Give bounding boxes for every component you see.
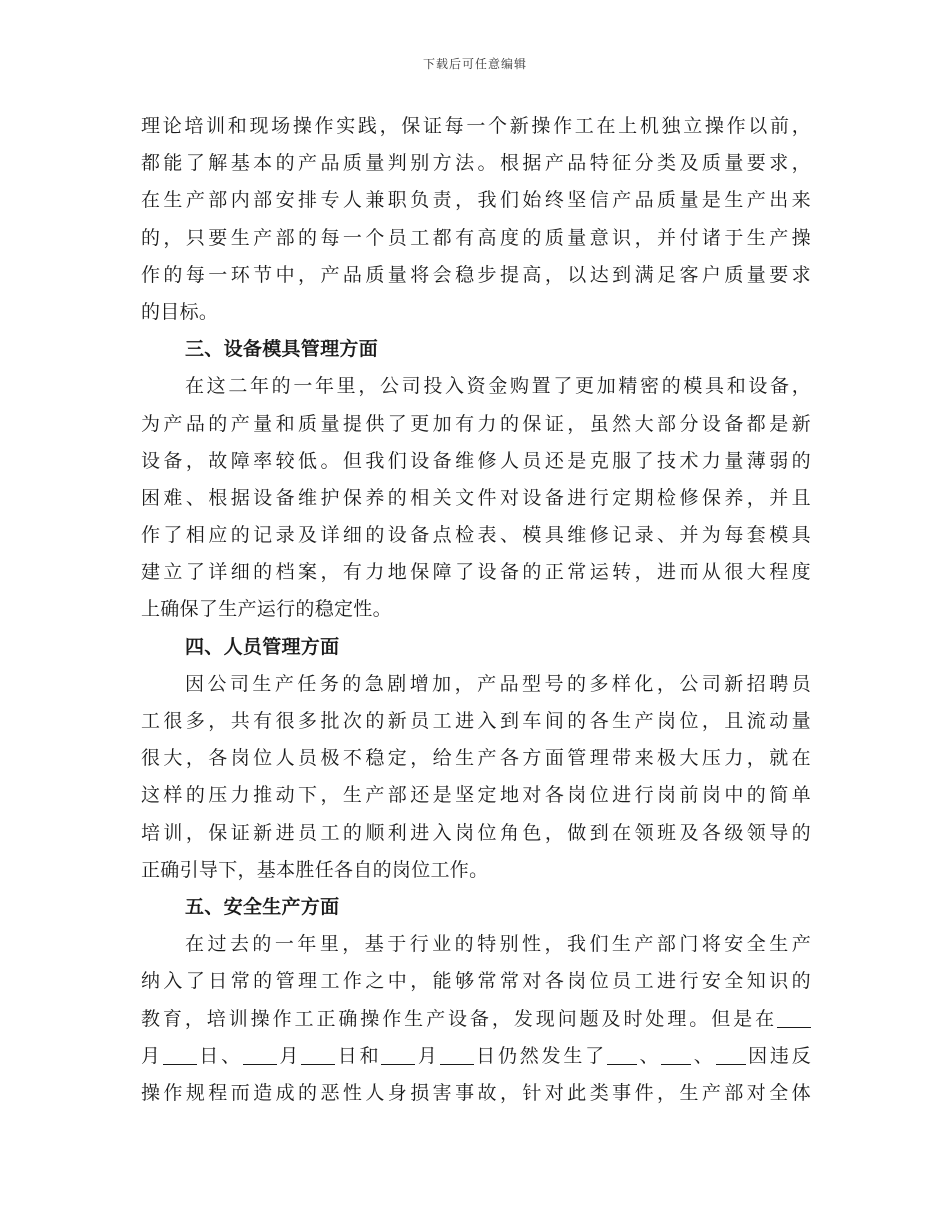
text-line: 因公司生产任务的急剧增加，产品型号的多样化，公司新招聘员 — [185, 672, 811, 695]
month-label: 月 — [141, 1044, 163, 1067]
section-heading: 四、人员管理方面 — [185, 635, 340, 658]
blank-underline — [607, 1042, 637, 1065]
section-heading: 五、安全生产方面 — [185, 895, 340, 918]
text-segment: 教育，培训操作工正确操作生产设备，发现问题及时处理。但是在 — [141, 1007, 777, 1030]
blank-underline — [777, 1005, 811, 1028]
text-line: 工很多，共有很多批次的新员工进入到车间的各生产岗位，且流动量 — [141, 710, 811, 732]
text-line: 纳入了日常的管理工作之中，能够常常对各岗位员工进行安全知识的 — [141, 970, 811, 993]
text-line: 困难、根据设备维护保养的相关文件对设备进行定期检修保养，并且 — [141, 486, 811, 509]
document-body — [141, 108, 811, 1112]
blank-underline — [243, 1042, 277, 1065]
section-equipment — [141, 331, 811, 629]
blank-underline — [301, 1042, 335, 1065]
month-label: 月 — [415, 1044, 440, 1067]
text-line: 培训，保证新进员工的顺利进入岗位角色，做到在领班及各级领导的 — [141, 821, 811, 844]
text-line: 在生产部内部安排专人兼职负责，我们始终坚信产品质量是生产出来 — [141, 189, 811, 212]
text-line: 设备，故障率较低。但我们设备维修人员还是克服了技术力量薄弱的 — [141, 449, 811, 472]
text-line-with-blanks — [141, 1038, 811, 1075]
month-label: 月 — [276, 1044, 302, 1067]
paragraph-quality — [141, 108, 811, 331]
text-line: 在这二年的一年里，公司投入资金购置了更加精密的模具和设备， — [185, 375, 811, 398]
blank-underline — [440, 1042, 474, 1065]
text-line: 作的每一环节中，产品质量将会稳步提高，以达到满足客户质量要求 — [141, 263, 811, 286]
and-label: 和 — [359, 1044, 382, 1067]
section-safety — [141, 889, 811, 1112]
text-line: 建立了详细的档案，有力地保障了设备的正常运转，进而从很大程度 — [141, 561, 811, 584]
text-line — [141, 1001, 811, 1038]
text-line: 理论培训和现场操作实践，保证每一个新操作工在上机独立操作以前， — [141, 115, 811, 137]
text-line: 很大，各岗位人员极不稳定，给生产各方面管理带来极大压力，就在 — [141, 747, 811, 770]
page-header: 下载后可任意编辑 — [422, 57, 527, 71]
blank-underline — [716, 1042, 746, 1065]
text-line: 的，只要生产部的每一个员工都有高度的质量意识，并付诸于生产操 — [141, 226, 811, 249]
text-line: 操作规程而造成的恶性人身损害事故，针对此类事件，生产部对全体 — [141, 1081, 811, 1104]
text-line: 这样的压力推动下，生产部还是坚定地对各岗位进行岗前岗中的简单 — [141, 784, 811, 807]
day-label: 日 — [196, 1044, 222, 1067]
section-heading: 三、设备模具管理方面 — [185, 338, 379, 361]
text-line: 作了相应的记录及详细的设备点检表、模具维修记录、并为每套模具 — [141, 524, 811, 547]
section-personnel — [141, 629, 811, 889]
separator: 、 — [691, 1044, 716, 1067]
separator: 、 — [636, 1044, 662, 1067]
blank-underline — [661, 1042, 691, 1065]
blank-underline — [163, 1042, 197, 1065]
text-line: 都能了解基本的产品质量判别方法。根据产品特征分类及质量要求， — [141, 152, 811, 175]
text-line: 在过去的一年里，基于行业的特别性，我们生产部门将安全生产 — [185, 933, 811, 956]
separator: 、 — [221, 1044, 243, 1067]
text-line: 正确引导下，基本胜任各自的岗位工作。 — [141, 858, 489, 881]
blank-underline — [381, 1042, 415, 1065]
text-line: 的目标。 — [141, 300, 219, 323]
tail-text: 日仍然发生了 — [473, 1044, 607, 1067]
cause-text: 因违反 — [745, 1044, 812, 1067]
text-line: 上确保了生产运行的稳定性。 — [141, 598, 392, 621]
text-line: 为产品的产量和质量提供了更加有力的保证，虽然大部分设备都是新 — [141, 412, 811, 435]
day-label: 日 — [335, 1044, 360, 1067]
